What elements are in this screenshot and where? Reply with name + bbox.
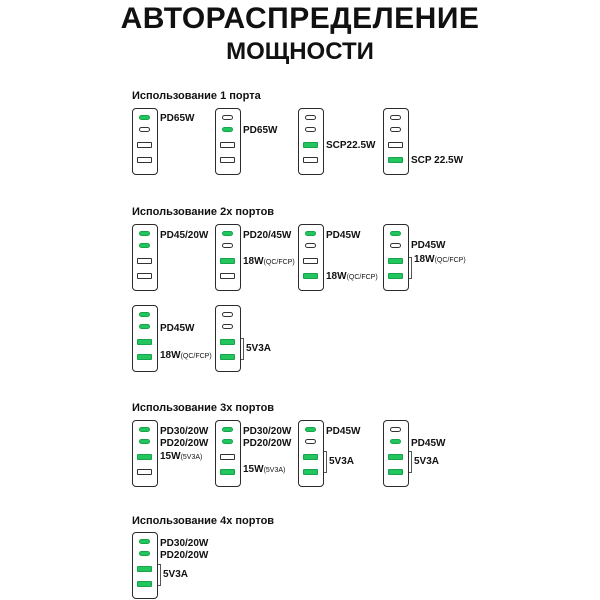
usb-c-port-active [222, 231, 233, 236]
protocol-note: (QC/FCP) [263, 259, 295, 266]
usb-a-port-active [303, 469, 318, 475]
port-power-label: PD45W [160, 323, 195, 334]
usb-c-port [390, 427, 401, 432]
usb-c-port-active [139, 539, 150, 544]
charger-device [132, 108, 158, 175]
port-power-label: PD20/20W [160, 438, 209, 449]
usb-c-port [222, 115, 233, 120]
usb-a-port [303, 258, 318, 264]
port-power-label [243, 464, 285, 477]
usb-c-port-active [139, 551, 150, 556]
section-title-four-ports: Использование 4х портов [132, 515, 275, 527]
usb-a-port-active [137, 354, 152, 360]
usb-a-port-active [388, 258, 403, 264]
usb-c-port-active [139, 312, 150, 317]
charger-device [215, 108, 241, 175]
usb-c-port [222, 312, 233, 317]
port-power-label: PD45W [411, 240, 446, 251]
usb-c-port-active [139, 439, 150, 444]
charger-device [298, 224, 324, 291]
usb-c-port [222, 324, 233, 329]
usb-c-port-active [222, 127, 233, 132]
usb-c-port-active [222, 427, 233, 432]
protocol-note: (QC/FCP) [180, 353, 212, 360]
protocol-note: (QC/FCP) [346, 274, 378, 281]
usb-c-port [390, 243, 401, 248]
charger-device [132, 420, 158, 487]
usb-c-port-active [139, 427, 150, 432]
port-power-label: 5V3A [329, 456, 355, 467]
port-power-label: PD30/20W [160, 426, 209, 437]
usb-c-port-active [139, 324, 150, 329]
charger-device [215, 224, 241, 291]
power-value: 15W [243, 464, 264, 475]
usb-a-port-active [137, 566, 152, 572]
port-power-label: PD20/20W [160, 550, 209, 561]
usb-a-port [137, 157, 152, 163]
usb-a-port [220, 454, 235, 460]
usb-a-port-active [220, 258, 235, 264]
usb-c-port [305, 439, 316, 444]
usb-c-port-active [139, 115, 150, 120]
power-value: 18W [160, 350, 181, 361]
charger-device [132, 532, 158, 599]
usb-a-port-active [220, 354, 235, 360]
usb-a-port-active [137, 454, 152, 460]
usb-c-port-active [305, 427, 316, 432]
port-power-label: PD20/20W [243, 438, 292, 449]
bracket [409, 257, 412, 279]
port-power-label: PD20/45W [243, 230, 292, 241]
protocol-note: (5V3A) [263, 467, 286, 474]
page-title-line2: МОЩНОСТИ [226, 38, 374, 65]
usb-a-port [220, 157, 235, 163]
power-value: 18W [326, 271, 347, 282]
power-value: 18W [414, 254, 435, 265]
port-power-label [326, 271, 378, 284]
bracket [324, 451, 327, 473]
usb-c-port-active [222, 439, 233, 444]
usb-a-port-active [303, 273, 318, 279]
usb-a-port [303, 157, 318, 163]
usb-a-port-active [220, 469, 235, 475]
port-power-label: PD45W [326, 426, 361, 437]
usb-c-port-active [139, 243, 150, 248]
charger-device [132, 224, 158, 291]
usb-a-port [137, 258, 152, 264]
port-power-label: 5V3A [246, 343, 272, 354]
section-title-two-ports: Использование 2х портов [132, 206, 275, 218]
usb-a-port-active [137, 581, 152, 587]
usb-a-port-active [388, 469, 403, 475]
charger-device [298, 108, 324, 175]
usb-a-port [220, 273, 235, 279]
port-power-label: PD45/20W [160, 230, 209, 241]
charger-device [298, 420, 324, 487]
usb-a-port [137, 469, 152, 475]
usb-a-port-active [388, 157, 403, 163]
usb-c-port [390, 115, 401, 120]
usb-a-port-active [303, 454, 318, 460]
charger-device [215, 420, 241, 487]
port-power-label: PD45W [411, 438, 446, 449]
usb-a-port-active [220, 339, 235, 345]
usb-c-port-active [390, 439, 401, 444]
page-title-line1: АВТОРАСПРЕДЕЛЕНИЕ [120, 2, 480, 35]
port-power-label: PD65W [160, 113, 195, 124]
usb-c-port-active [139, 231, 150, 236]
charger-device [383, 108, 409, 175]
usb-c-port [305, 243, 316, 248]
usb-a-port-active [137, 339, 152, 345]
bracket [241, 338, 244, 360]
section-title-one-port: Использование 1 порта [132, 90, 261, 102]
port-power-label [414, 254, 466, 267]
port-power-label: SCP 22.5W [411, 155, 464, 166]
port-power-label: PD45W [326, 230, 361, 241]
usb-a-port [388, 142, 403, 148]
port-power-label: PD30/20W [243, 426, 292, 437]
port-power-label: PD65W [243, 125, 278, 136]
usb-a-port [137, 273, 152, 279]
port-power-label [243, 256, 295, 269]
port-power-label [160, 350, 212, 363]
usb-c-port [222, 243, 233, 248]
usb-a-port [137, 142, 152, 148]
usb-c-port [139, 127, 150, 132]
usb-c-port [305, 127, 316, 132]
port-power-label [160, 451, 202, 464]
usb-a-port-active [388, 454, 403, 460]
protocol-note: (5V3A) [180, 454, 203, 461]
port-power-label: SCP22.5W [326, 140, 376, 151]
port-power-label: PD30/20W [160, 538, 209, 549]
charger-device [383, 224, 409, 291]
bracket [409, 451, 412, 473]
bracket [158, 564, 161, 586]
usb-c-port-active [305, 231, 316, 236]
section-title-three-ports: Использование 3х портов [132, 402, 275, 414]
usb-a-port-active [388, 273, 403, 279]
power-value: 15W [160, 451, 181, 462]
port-power-label: 5V3A [414, 456, 440, 467]
usb-c-port-active [390, 231, 401, 236]
usb-c-port [305, 115, 316, 120]
charger-device [215, 305, 241, 372]
usb-a-port-active [303, 142, 318, 148]
charger-device [383, 420, 409, 487]
usb-c-port [390, 127, 401, 132]
port-power-label: 5V3A [163, 569, 189, 580]
protocol-note: (QC/FCP) [434, 257, 466, 264]
usb-a-port [220, 142, 235, 148]
power-value: 18W [243, 256, 264, 267]
charger-device [132, 305, 158, 372]
